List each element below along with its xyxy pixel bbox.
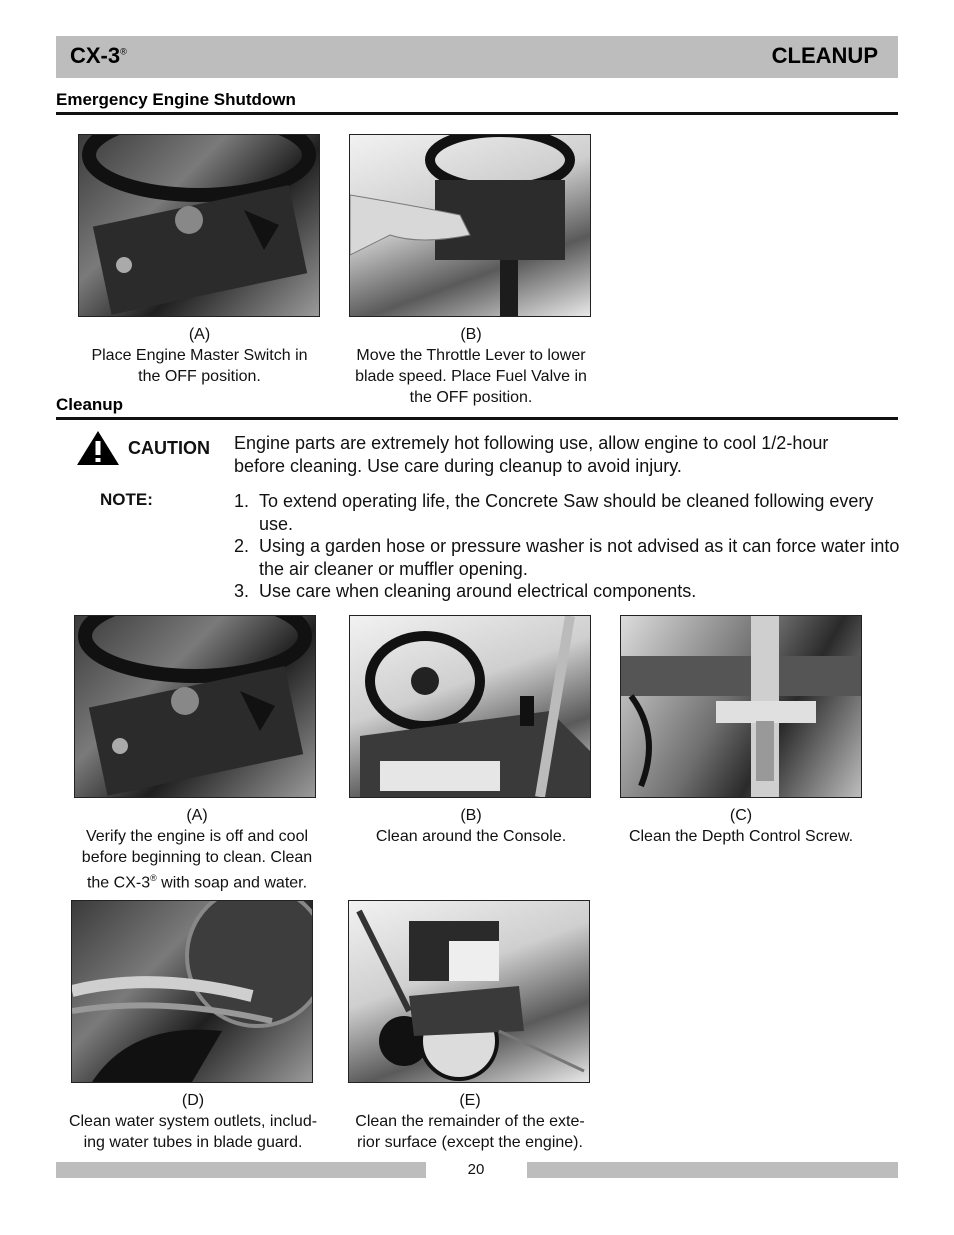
warning-triangle-icon	[76, 430, 120, 466]
divider	[56, 417, 898, 420]
caption-cleanup-a: (A) Verify the engine is off and cool before beginning to clean. Clean the CX-3® with soap and water.	[81, 807, 313, 892]
concrete-saw-photo	[348, 900, 590, 1083]
footer-bar-right	[527, 1162, 898, 1178]
caution-label: CAUTION	[128, 438, 210, 458]
emergency-heading: Emergency Engine Shutdown	[56, 90, 296, 109]
caption-cleanup-e: (E) Clean the remainder of the exte- rior surface (except the engine).	[355, 1092, 585, 1151]
caption-cleanup-b: (B) Clean around the Console.	[375, 807, 567, 845]
caption-emergency-a: (A) Place Engine Master Switch in the OFF position.	[91, 326, 308, 385]
page-number: 20	[467, 1161, 485, 1178]
throttle-lever-photo	[349, 134, 591, 317]
list-item: 3. Use care when cleaning around electrical components.	[234, 581, 697, 601]
divider	[56, 112, 898, 115]
water-tubes-photo	[71, 900, 313, 1083]
section-title: CLEANUP	[771, 43, 878, 68]
engine-switch-photo	[74, 615, 316, 798]
caution-text: Engine parts are extremely hot following use, allow engine to cool 1/2-hour before cleaning. Use care during cleanup to avoid injury.	[234, 433, 829, 476]
list-item: 1. To extend operating life, the Concrete Saw should be cleaned following every use.	[234, 491, 874, 534]
caption-emergency-b: (B) Move the Throttle Lever to lower blade speed. Place Fuel Valve in the OFF position.	[355, 326, 587, 406]
header-bar	[56, 36, 898, 78]
depth-screw-photo	[620, 615, 862, 798]
cleanup-heading: Cleanup	[56, 395, 124, 414]
list-item: 2. Using a garden hose or pressure washer is not advised as it can force water into the air cleaner or muffler opening.	[234, 536, 900, 579]
caption-cleanup-d: (D) Clean water system outlets, includ- ing water tubes in blade guard.	[68, 1092, 318, 1151]
note-label: NOTE:	[100, 490, 153, 509]
footer-bar-left	[56, 1162, 426, 1178]
console-photo	[349, 615, 591, 798]
model-name: CX-3®	[70, 43, 127, 68]
caption-cleanup-c: (C) Clean the Depth Control Screw.	[628, 807, 854, 845]
engine-switch-photo	[78, 134, 320, 317]
